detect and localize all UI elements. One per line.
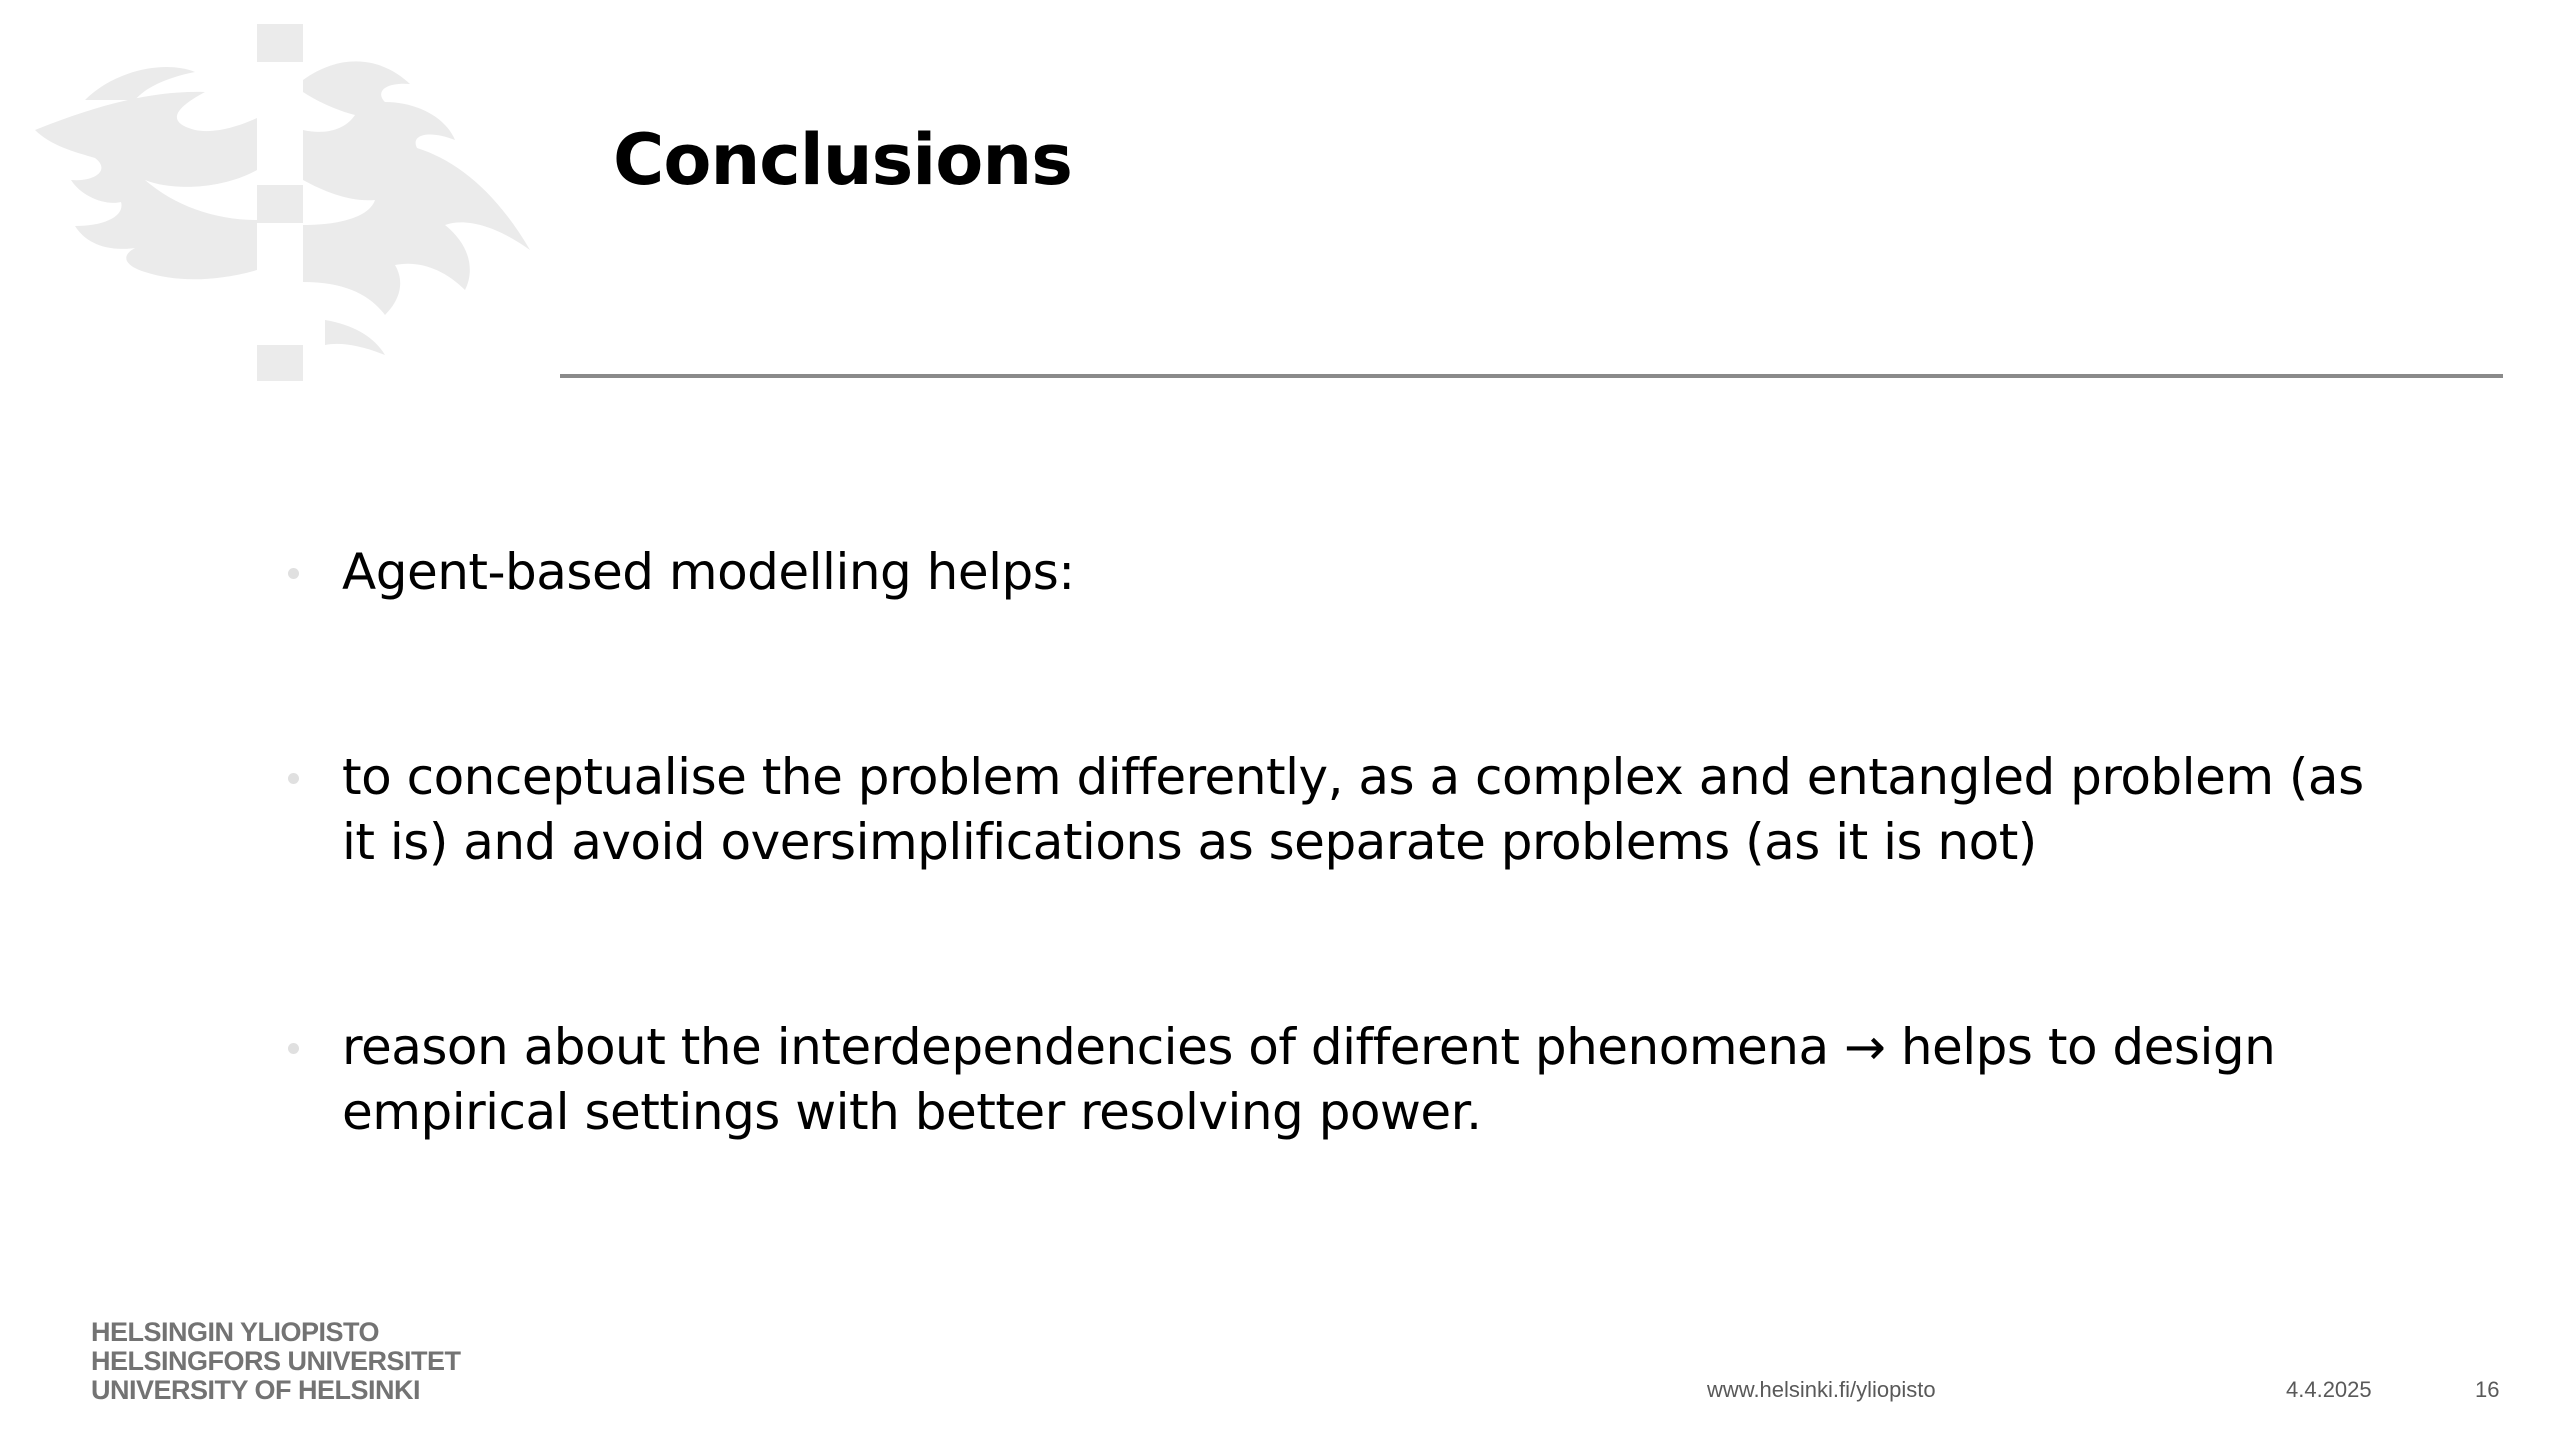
bullet-item [280, 745, 2380, 875]
page-number: 16 [2475, 1377, 2500, 1402]
bullet-dot-icon [288, 773, 299, 784]
university-logo-icon [25, 20, 545, 385]
slide-title: Conclusions [613, 119, 1072, 201]
bullet-list [280, 540, 2380, 1145]
bullet-text: Agent-based modelling helps: [342, 543, 1075, 601]
bullet-dot-icon [288, 568, 299, 579]
bullet-dot-icon [288, 1043, 299, 1054]
bullet-item [280, 540, 2380, 605]
footer-date: 4.4.2025 [2286, 1377, 2372, 1402]
footer-url: www.helsinki.fi/yliopisto [1707, 1377, 1936, 1402]
wordmark-line-finnish: HELSINGIN YLIOPISTO [91, 1317, 380, 1347]
wordmark-line-english: UNIVERSITY OF HELSINKI [91, 1375, 421, 1405]
wordmark-line-swedish: HELSINGFORS UNIVERSITET [91, 1346, 461, 1376]
bullet-text: to conceptualise the problem differently, as a complex and entangled problem (as it is) and avoid oversimplifications as separate problems (as it is not) [342, 748, 2364, 871]
university-wordmark [91, 1318, 461, 1405]
bullet-text: reason about the interdependencies of different phenomena → helps to design empirical settings with better resolving power. [342, 1018, 2276, 1141]
title-divider [560, 374, 2503, 378]
bullet-item [280, 1015, 2380, 1145]
